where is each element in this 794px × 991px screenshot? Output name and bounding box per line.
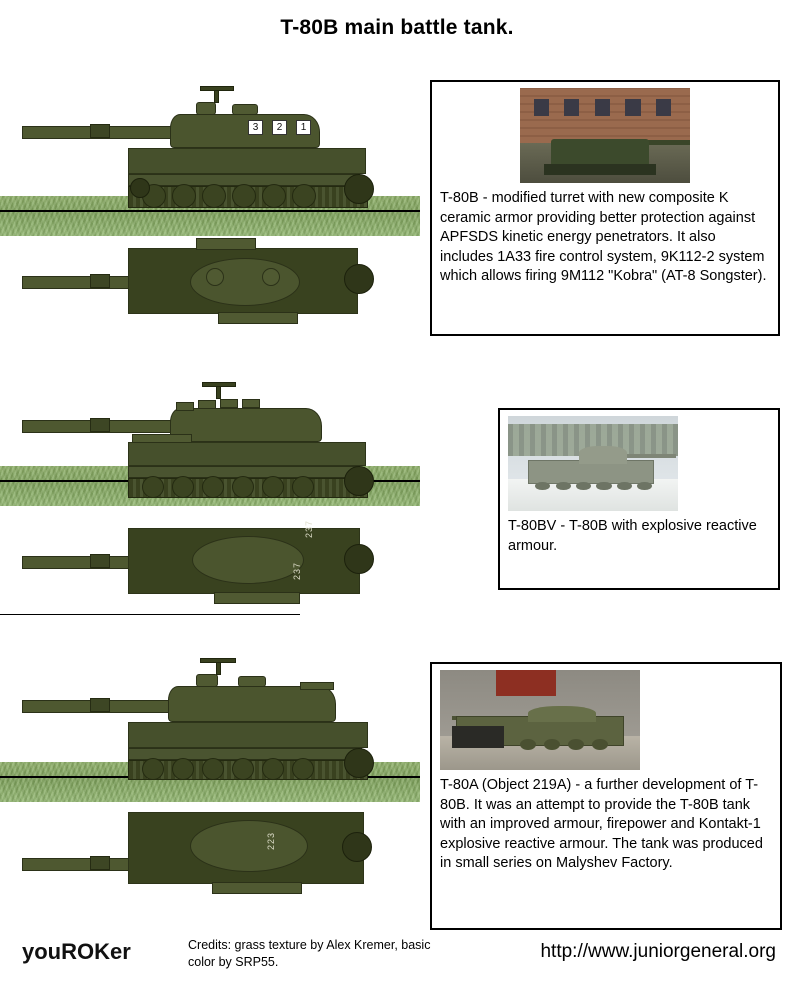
- rear-stowage-plan: [214, 592, 300, 604]
- road-wheel: [202, 184, 226, 208]
- panel-text-t80bv: T-80BV - T-80B with explosive reactive armour.: [508, 518, 757, 554]
- turret-plan: [192, 536, 304, 584]
- credits-text: Credits: grass texture by Alex Kremer, basic color by SRP55.: [188, 938, 431, 969]
- mg-mount: [216, 662, 221, 675]
- tank-artwork-t80bv: [0, 368, 420, 628]
- top-number-237-side: 237: [292, 561, 303, 581]
- hull-upper: [128, 148, 366, 174]
- panel-text-t80a: T-80A (Object 219A) - a further development of T-80B. It was an attempt to provide the T-80B tank with an improved armour, firepower and Kontakt-1 explosive reactive armour. The tank was produced in small series on Malyshev Factory.: [440, 777, 763, 872]
- panel-text-t80b: T-80B - modified turret with new composite K ceramic armor providing better protection against APFSDS kinetic energy penetrators. It also includes 1A33 fire control system, 9K112-2 system which allows firing 9M112 "Kobra" (AT-8 Songster).: [440, 190, 767, 285]
- info-panel-t80a: [430, 662, 782, 930]
- idler-wheel: [130, 178, 150, 198]
- road-wheel: [232, 184, 256, 208]
- gun-thermal-sleeve: [90, 418, 110, 432]
- info-panel-t80b: [430, 80, 780, 336]
- info-panel-t80bv: [498, 408, 780, 590]
- commander-hatch-plan: [206, 268, 224, 286]
- photo-t80b: [520, 88, 690, 183]
- gun-thermal-sleeve: [90, 124, 110, 138]
- turret-plan: [190, 258, 300, 306]
- gun-thermal-sleeve: [90, 698, 110, 712]
- drive-sprocket-plan: [344, 264, 374, 294]
- section-t80b: [0, 62, 794, 362]
- section-t80bv: [0, 368, 794, 628]
- turret-plan: [190, 820, 308, 872]
- road-wheel: [292, 184, 316, 208]
- loader-hatch-plan: [262, 268, 280, 286]
- tank-artwork-t80a: [0, 636, 420, 926]
- hull-era-panel: [132, 434, 192, 443]
- author-brand: youROKer: [22, 939, 131, 964]
- side-number-2: 2: [272, 120, 287, 135]
- era-brick: [198, 400, 216, 409]
- commander-hatch: [196, 102, 216, 115]
- mg-mount: [214, 90, 219, 103]
- turret-with-era: [170, 408, 322, 442]
- road-wheel: [262, 758, 284, 780]
- road-wheel: [172, 184, 196, 208]
- road-wheel: [232, 476, 254, 498]
- reference-line: [0, 614, 300, 615]
- road-wheel: [142, 476, 164, 498]
- rear-stowage-plan: [218, 312, 298, 324]
- section-t80a: [0, 636, 794, 926]
- gun-thermal-sleeve-top: [90, 856, 110, 870]
- road-wheel: [262, 476, 284, 498]
- road-wheel: [232, 758, 254, 780]
- era-brick: [176, 402, 194, 411]
- commander-hatch: [196, 674, 218, 687]
- turret: [168, 686, 336, 722]
- drive-sprocket-plan: [344, 544, 374, 574]
- drive-sprocket: [344, 466, 374, 496]
- road-wheel: [292, 758, 314, 780]
- road-wheel: [172, 476, 194, 498]
- side-number-3: 3: [248, 120, 263, 135]
- hull-upper: [128, 722, 368, 748]
- drive-sprocket: [344, 174, 374, 204]
- top-number-237: 237: [304, 519, 315, 539]
- ground-line: [0, 210, 420, 212]
- gunner-sight: [238, 676, 266, 687]
- drive-sprocket-plan: [342, 832, 372, 862]
- gun-thermal-sleeve-top: [90, 274, 110, 288]
- rear-stowage-plan: [212, 882, 302, 894]
- road-wheel: [142, 758, 164, 780]
- road-wheel: [262, 184, 286, 208]
- side-number-1: 1: [296, 120, 311, 135]
- top-number-223: 223: [266, 831, 277, 851]
- hull-upper: [128, 442, 366, 466]
- photo-t80a: [440, 670, 640, 770]
- road-wheel: [202, 476, 224, 498]
- road-wheel: [292, 476, 314, 498]
- front-fender-plan: [196, 238, 256, 250]
- road-wheel: [172, 758, 194, 780]
- tank-artwork-t80b: [0, 62, 420, 362]
- page-title: T-80B main battle tank.: [280, 16, 514, 39]
- gun-thermal-sleeve-top: [90, 554, 110, 568]
- gunner-sight: [232, 104, 258, 115]
- mg-mount: [216, 386, 221, 399]
- website-url[interactable]: http://www.juniorgeneral.org: [540, 941, 776, 962]
- era-brick: [242, 399, 260, 408]
- drive-sprocket: [344, 748, 374, 778]
- era-brick: [220, 399, 238, 408]
- road-wheel: [202, 758, 224, 780]
- turret-stowage-basket: [300, 682, 334, 690]
- photo-t80bv: [508, 416, 678, 511]
- footer: [0, 925, 794, 991]
